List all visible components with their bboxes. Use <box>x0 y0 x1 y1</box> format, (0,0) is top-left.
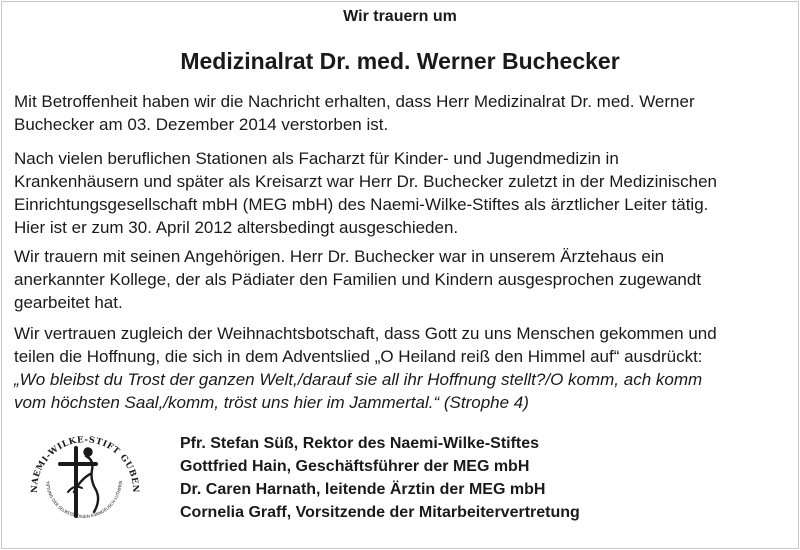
text-line: Krankenhäusern und später als Kreisarzt war Herr Dr. Buchecker zuletzt in der Medizinischen <box>14 172 717 191</box>
signatory-line: Gottfried Hain, Geschäftsführer der MEG mbH <box>180 458 530 475</box>
figure-icon <box>68 449 98 513</box>
seal-outer-textpath: NAEMI-WILKE-STIFT GUBEN <box>29 435 141 494</box>
paragraph-announcement <box>14 90 794 136</box>
deceased-name: Medizinalrat Dr. med. Werner Buchecker <box>180 48 620 74</box>
text-line: Mit Betroffenheit haben wir die Nachricht erhalten, dass Herr Medizinalrat Dr. med. Werner <box>14 92 695 111</box>
seal-graphic <box>20 422 148 532</box>
paragraph-career <box>14 147 794 239</box>
text-line: Einrichtungsgesellschaft mbH (MEG mbH) des Naemi-Wilke-Stiftes als ärztlicher Leiter tätig. <box>14 195 709 214</box>
naemi-wilke-stift-seal <box>20 422 148 532</box>
text-line: Buchecker am 03. Dezember 2014 verstorben ist. <box>14 115 389 134</box>
seal-inner-textpath: TIFTUNG DER SELBSTÄNDIGEN EVANGELISCH-LUTHERIS <box>44 480 124 520</box>
text-line: gearbeitet hat. <box>14 293 123 312</box>
text-line: anerkannter Kollege, der als Pädiater den Familien und Kindern ausgesprochen zugewandt <box>14 270 702 289</box>
hymn-quote-line: „Wo bleibst du Trost der ganzen Welt,/darauf sie all ihr Hoffnung stellt?/O komm, ach komm <box>14 370 703 389</box>
text-line: teilen die Hoffnung, die sich in dem Adventslied „O Heiland reiß den Himmel auf“ ausdrückt: <box>14 347 703 366</box>
signatory-line: Pfr. Stefan Süß, Rektor des Naemi-Wilke-Stiftes <box>180 435 540 452</box>
paragraph-mourning <box>14 245 794 314</box>
hymn-quote-line: vom höchsten Saal,/komm, tröst uns hier im Jammertal.“ (Strophe 4) <box>14 393 529 412</box>
text-line: Hier ist er zum 30. April 2012 altersbedingt ausgeschieden. <box>14 218 459 237</box>
text-line: Wir trauern mit seinen Angehörigen. Herr Dr. Buchecker war in unserem Ärztehaus ein <box>14 247 665 266</box>
text-line: Nach vielen beruflichen Stationen als Facharzt für Kinder- und Jugendmedizin in <box>14 149 619 168</box>
signatory-line: Cornelia Graff, Vorsitzende der Mitarbeitervertretung <box>180 504 580 521</box>
paragraph-faith <box>14 322 794 414</box>
intro-heading: Wir trauern um <box>343 8 457 25</box>
signature-block <box>180 432 580 524</box>
signatory-line: Dr. Caren Harnath, leitende Ärztin der MEG mbH <box>180 481 546 498</box>
text-line: Wir vertrauen zugleich der Weihnachtsbotschaft, dass Gott zu uns Menschen gekommen und <box>14 324 717 343</box>
